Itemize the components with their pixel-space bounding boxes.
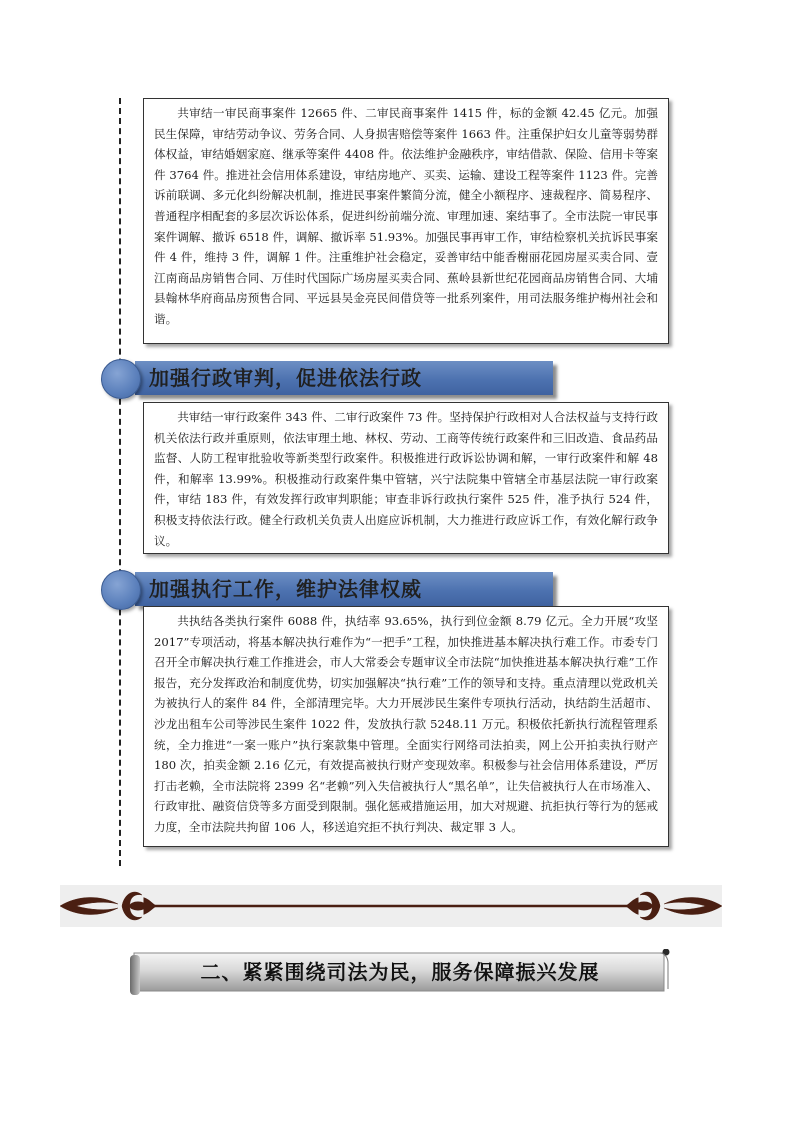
- section-banner-administrative: [101, 359, 561, 401]
- administrative-cases-paragraph: 共审结一审行政案件 343 件、二审行政案件 73 件。坚持保护行政相对人合法权益与支持行政机关依法行政并重原则，依法审理土地、林权、劳动、工商等传统行政案件和三旧改造、食品药品监督、人防工程审批验收等新类型行政案件。积极推进行政诉讼协调和解，一审行政案件和解 48 件，和解率 13.99%。积极推动行政案件集中管辖，兴宁法院集中管辖全市基层法院一审行政案件，审结 183 件，有效发挥行政审判职能；审查非诉行政执行案件 525 件，准予执行 524 件，积极支持依法行政。健全行政机关负责人出庭应诉机制，大力推进行政应诉工作，有效化解行政争议。: [143, 402, 669, 554]
- civil-cases-paragraph: 共审结一审民商事案件 12665 件、二审民商事案件 1415 件，标的金额 42.45 亿元。加强民生保障，审结劳动争议、劳务合同、人身损害赔偿等案件 1663 件。注重保护妇女儿童等弱势群体权益，审结婚姻家庭、继承等案件 4408 件。依法维护金融秩序，审结借款、保险、信用卡等案件 3764 件。推进社会信用体系建设，审结房地产、买卖、运输、建设工程等案件 1123 件。完善诉前联调、多元化纠纷解决机制，推进民事案件繁简分流，健全小额程序、速裁程序、简易程序、普通程序相配套的多层次诉讼体系，促进纠纷前端分流、审理加速、案结事了。全市法院一审民事案件调解、撤诉 6518 件，调解、撤诉率 51.93%。加强民事再审工作，审结检察机关抗诉民事案件 4 件，维持 3 件，调解 1 件。注重维护社会稳定，妥善审结中能香榭丽花园房屋买卖合同、壹江南商品房销售合同、万佳时代国际广场房屋买卖合同、蕉岭县新世纪花园商品房销售合同、大埔县翰林华府商品房预售合同、平远县吴金亮民间借贷等一批系列案件，用司法服务维护梅州社会和谐。: [143, 98, 669, 344]
- fleur-de-lis-divider-icon: [60, 885, 722, 927]
- chapter-title-banner: [130, 949, 670, 997]
- banner-bar: [135, 361, 553, 395]
- banner-bar: [135, 572, 553, 606]
- enforcement-paragraph: 共执结各类执行案件 6088 件，执结率 93.65%，执行到位金额 8.79 亿元。全力开展“攻坚 2017”专项活动，将基本解决执行难作为“一把手”工程，加快推进基本解决执行难工作。市委专门召开全市解决执行难工作推进会，市人大常委会专题审议全市法院“加快推进基本解决执行难”工作报告，充分发挥政治和制度优势，切实加强解决“执行难”工作的领导和支持。重点清理以党政机关为被执行人的案件 84 件，全部清理完毕。大力开展涉民生案件专项执行活动，执结韵生活超市、沙龙出租车公司等涉民生案件 1022 件，发放执行款 5248.11 万元。积极依托新执行流程管理系统，全力推进“一案一账户”执行案款集中管理。全面实行网络司法拍卖，网上公开拍卖执行财产 180 次，拍卖金额 2.16 亿元，有效提高被执行财产变现效率。积极参与社会信用体系建设，严厉打击老赖，全市法院将 2399 名“老赖”列入失信被执行人“黑名单”，让失信被执行人在市场准入、行政审批、融资信贷等多方面受到限制。强化惩戒措施运用，加大对规避、抗拒执行等行为的惩戒力度，全市法院共拘留 106 人，移送追究拒不执行判决、裁定罪 3 人。: [143, 606, 669, 847]
- timeline-dashed-line: [119, 98, 121, 866]
- section-title-enforcement: 加强执行工作，维护法律权威: [149, 577, 422, 601]
- chapter-title: 二、紧紧围绕司法为民，服务保障振兴发展: [200, 960, 600, 984]
- banner-circle-icon: [101, 359, 141, 399]
- banner-circle-icon: [101, 570, 141, 610]
- ornamental-divider: [60, 885, 722, 927]
- section-title-administrative: 加强行政审判，促进依法行政: [149, 366, 422, 390]
